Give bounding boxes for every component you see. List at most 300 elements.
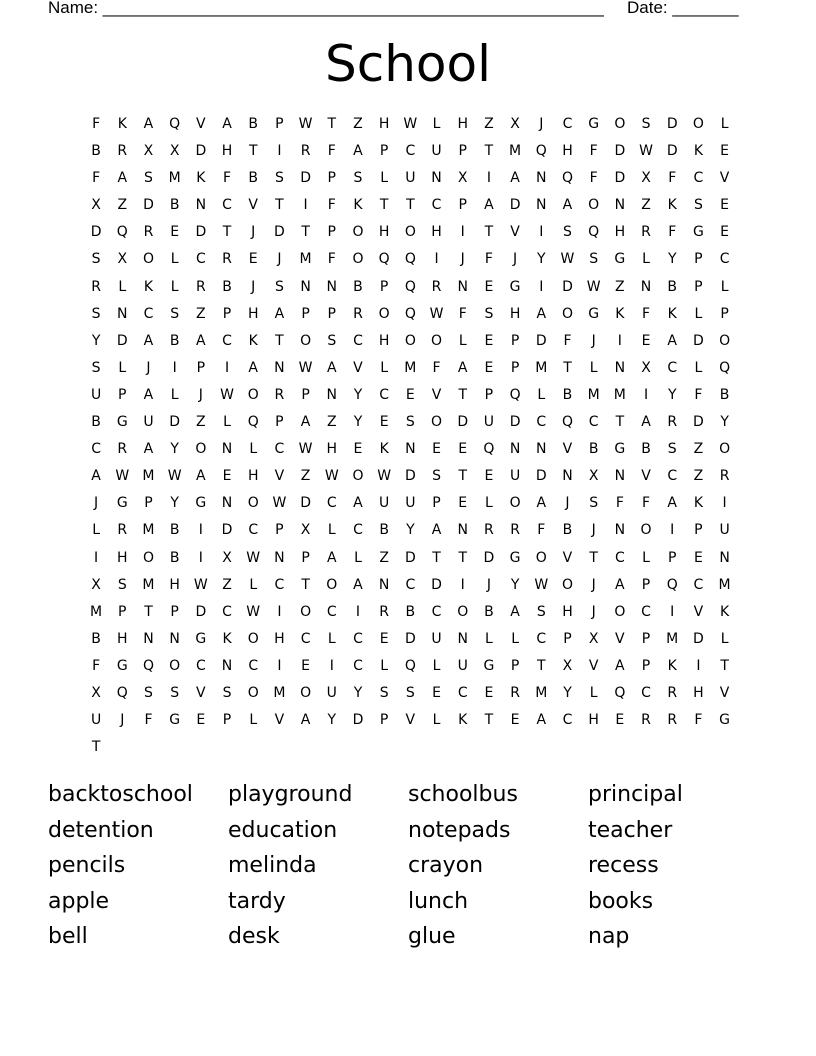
grid-letter: C [562,116,573,132]
grid-letter: W [298,441,313,458]
grid-letter: Q [561,414,573,431]
grid-letter: A [143,116,154,132]
grid-letter: T [275,197,284,214]
grid-letter: H [457,116,468,132]
grid-letter: N [457,522,468,539]
grid-letter: O [300,684,312,701]
grid-letter: A [326,359,337,376]
grid-letter: Y [327,712,337,729]
header [48,0,740,18]
grid-letter: K [143,278,154,295]
grid-letter: O [300,603,312,620]
grid-letter: M [142,522,155,539]
grid-letter: F [327,143,336,160]
grid-letter: E [693,549,703,566]
grid-letter: P [275,116,284,132]
grid-letter: Y [353,684,363,701]
grid-letter: E [615,712,625,729]
word-list-item: melinda [228,853,317,878]
grid-letter: I [617,332,622,349]
grid-letter: Q [666,576,678,593]
grid-letter: J [460,251,465,268]
grid-letter: Y [91,332,101,349]
grid-letter: M [90,603,103,620]
word-list-item: detention [48,817,154,843]
grid-letter: G [509,549,521,566]
name-field-label[interactable]: Name: _____________________________________________________ [48,0,604,17]
grid-letter: B [169,197,180,214]
grid-letter: W [534,576,549,593]
grid-letter: C [248,657,259,674]
grid-letter: T [720,657,729,674]
grid-letter: M [535,684,548,701]
grid-letter: N [326,278,338,295]
grid-letter: C [353,657,363,674]
grid-letter: O [404,332,416,349]
grid-letter: F [144,712,153,729]
grid-letter: B [91,630,101,647]
grid-letter: D [693,414,704,431]
grid-letter: S [144,684,153,701]
grid-letter: L [92,522,100,539]
grid-letter: W [272,495,287,512]
grid-letter: N [457,278,468,295]
grid-letter: D [352,712,364,729]
grid-letter: C [588,414,599,431]
grid-letter: G [614,441,626,458]
grid-letter: Y [353,414,363,431]
grid-letter: Y [406,522,415,539]
grid-letter: N [143,630,154,647]
grid-letter: Y [667,386,677,403]
grid-letter: J [591,603,596,620]
grid-letter: D [143,197,154,214]
grid-letter: J [513,251,518,268]
grid-letter: B [484,603,494,620]
grid-letter: P [641,657,651,674]
grid-letter: P [222,712,232,729]
grid-letter: P [170,603,179,620]
grid-letter: P [641,576,651,593]
grid-letter: W [167,468,182,485]
grid-letter: P [379,143,389,160]
grid-letter: S [91,251,101,268]
grid-letter: T [484,224,494,241]
grid-letter: L [223,414,231,431]
grid-letter: X [91,576,101,593]
grid-letter: U [326,684,337,701]
grid-letter: A [353,495,363,512]
grid-letter: F [327,251,336,268]
grid-letter: L [432,116,441,132]
grid-letter: C [222,197,232,214]
grid-letter: V [405,712,416,729]
grid-letter: L [432,657,441,674]
grid-letter: P [379,712,389,729]
grid-letter: B [169,549,180,566]
grid-letter: H [509,305,521,322]
grid-letter: D [169,414,181,431]
grid-letter: Q [614,684,626,701]
grid-letter: O [247,386,259,403]
grid-letter: N [378,576,390,593]
grid-letter: X [457,170,468,187]
grid-letter: D [562,278,573,295]
grid-letter: O [169,657,181,674]
grid-letter: K [667,657,677,674]
grid-letter: N [274,359,285,376]
grid-letter: C [274,576,285,593]
grid-letter: E [196,712,206,729]
grid-letter: R [117,143,128,160]
grid-letter: L [249,712,258,729]
grid-letter: L [327,522,336,539]
grid-letter: L [380,359,389,376]
grid-letter: J [591,576,596,593]
grid-letter: P [196,359,206,376]
grid-letter: L [511,630,519,647]
grid-letter: L [589,684,598,701]
grid-letter: D [666,143,678,160]
grid-letter: V [510,224,520,241]
grid-letter: H [169,576,180,593]
grid-letter: L [432,712,441,729]
grid-letter: J [251,278,256,295]
grid-letter: Y [170,441,179,458]
grid-letter: P [327,305,336,322]
grid-letter: I [539,224,544,241]
grid-letter: L [327,630,336,647]
grid-letter: L [720,116,729,132]
grid-letter: S [170,684,180,701]
grid-letter: C [536,414,547,431]
grid-letter: M [273,684,286,701]
grid-letter: C [667,468,678,485]
grid-letter: I [643,386,649,403]
grid-letter: L [694,305,703,322]
grid-letter: P [222,305,232,322]
grid-letter: C [641,603,651,620]
grid-letter: R [117,441,128,458]
word-list-item: notepads [408,817,511,843]
grid-letter: B [248,170,259,187]
grid-letter: P [458,197,467,214]
grid-letter: E [248,251,258,268]
grid-letter: G [483,657,495,674]
grid-letter: T [275,332,284,349]
grid-letter: N [536,170,547,187]
grid-letter: W [115,468,130,485]
grid-letter: Q [142,657,154,674]
grid-letter: B [379,522,389,539]
grid-letter: O [195,441,207,458]
grid-letter: W [429,305,444,322]
grid-letter: Z [300,468,311,485]
grid-letter: V [588,657,599,674]
grid-letter: C [300,630,311,647]
grid-letter: S [353,170,363,187]
grid-letter: V [274,712,285,729]
grid-letter: F [668,224,677,241]
grid-letter: F [668,170,677,187]
grid-letter: E [510,712,520,729]
grid-letter: A [484,197,494,214]
grid-letter: G [169,712,181,729]
grid-letter: T [406,197,415,214]
grid-letter: O [561,305,573,322]
grid-letter: L [118,359,127,376]
grid-letter: I [539,278,544,295]
word-list-item: principal [588,782,683,807]
grid-letter: A [300,414,311,431]
grid-letter: U [405,170,416,187]
grid-letter: O [247,684,259,701]
grid-letter: A [143,386,154,403]
grid-letter: W [298,116,313,132]
grid-letter: D [457,414,469,431]
grid-letter: U [90,712,102,729]
date-field-label[interactable]: Date: _______ [627,0,739,17]
grid-letter: C [143,305,154,322]
grid-letter: H [274,630,285,647]
grid-letter: L [118,278,127,295]
grid-letter: B [719,386,730,403]
grid-letter: P [510,657,520,674]
grid-letter: Q [719,359,731,376]
grid-letter: U [431,143,442,160]
grid-letter: X [562,657,573,674]
grid-letter: F [223,170,232,187]
grid-letter: O [719,441,731,458]
grid-letter: R [91,278,101,295]
grid-letter: D [300,495,311,512]
grid-letter: N [562,468,573,485]
grid-letter: L [720,630,729,647]
grid-letter: W [298,359,313,376]
grid-letter: M [587,386,600,403]
grid-letter: O [561,576,573,593]
grid-letter: R [719,468,730,485]
grid-letter: M [666,630,679,647]
grid-letter: S [484,305,494,322]
grid-letter: T [458,549,467,566]
grid-letter: J [591,522,596,539]
grid-letter: R [431,278,442,295]
grid-letter: Z [641,197,651,214]
grid-letter: B [562,386,573,403]
grid-letter: V [196,116,206,132]
grid-letter: C [405,576,416,593]
grid-letter: C [405,143,416,160]
grid-letter: S [405,684,415,701]
grid-letter: D [431,576,442,593]
grid-letter: P [694,251,703,268]
grid-letter: Q [404,305,416,322]
grid-letter: T [458,386,467,403]
grid-letter: F [563,332,572,349]
grid-letter: S [667,441,677,458]
grid-letter: L [170,386,179,403]
grid-letter: W [560,251,575,268]
grid-letter: J [486,576,491,593]
grid-letter: I [198,522,203,539]
grid-letter: X [300,522,311,539]
grid-letter: D [693,630,704,647]
grid-letter: K [248,332,258,349]
grid-letter: O [692,116,704,132]
grid-letter: C [326,495,337,512]
grid-letter: A [562,197,573,214]
grid-letter: I [696,657,701,674]
grid-letter: P [144,495,153,512]
grid-letter: C [693,576,704,593]
grid-letter: J [277,251,282,268]
word-list-item: recess [588,853,659,878]
grid-letter: U [143,414,154,431]
grid-letter: J [146,359,151,376]
grid-letter: N [117,305,128,322]
grid-letter: A [510,603,520,620]
grid-letter: B [667,278,678,295]
grid-letter: M [509,143,522,160]
grid-letter: C [379,386,390,403]
grid-letter: A [536,712,547,729]
grid-letter: S [144,170,153,187]
grid-letter: C [248,522,259,539]
grid-letter: S [170,305,180,322]
grid-letter: D [614,170,626,187]
grid-letter: J [120,712,125,729]
grid-letter: S [589,495,599,512]
grid-letter: Z [353,116,363,132]
grid-letter: F [92,170,101,187]
grid-letter: A [196,332,206,349]
grid-letter: N [536,197,547,214]
grid-letter: Q [561,170,573,187]
grid-letter: C [353,522,363,539]
grid-letter: A [431,522,442,539]
grid-letter: W [246,549,261,566]
grid-letter: P [327,224,336,241]
grid-letter: P [641,630,651,647]
grid-letter: P [301,305,310,322]
grid-letter: O [300,332,312,349]
grid-letter: L [537,386,546,403]
grid-letter: A [143,441,154,458]
grid-letter: Z [326,414,337,431]
grid-letter: D [274,224,285,241]
grid-letter: X [510,116,520,132]
grid-letter: N [640,278,652,295]
grid-letter: L [485,630,493,647]
grid-letter: G [509,278,521,295]
grid-letter: B [222,278,232,295]
grid-letter: G [195,495,207,512]
word-list-item: bell [48,924,88,949]
grid-letter: L [380,170,389,187]
grid-letter: N [509,441,521,458]
grid-letter: S [563,224,572,241]
grid-letter: N [457,630,468,647]
grid-letter: I [224,359,230,376]
grid-letter: F [458,305,467,322]
grid-letter: H [117,549,128,566]
grid-letter: O [404,224,416,241]
page-title: School [325,35,491,93]
grid-letter: O [719,332,731,349]
grid-letter: M [168,170,181,187]
word-list-item: glue [408,924,456,949]
grid-letter: I [670,603,675,620]
grid-letter: K [222,630,232,647]
grid-letter: I [670,522,675,539]
grid-letter: S [693,197,703,214]
grid-letter: D [666,116,678,132]
grid-letter: F [694,386,703,403]
grid-letter: K [615,305,625,322]
grid-letter: R [510,522,520,539]
grid-letter: M [142,468,155,485]
grid-letter: Q [483,441,495,458]
grid-letter: G [692,224,704,241]
grid-letter: O [247,495,259,512]
grid-letter: V [562,549,573,566]
grid-letter: T [91,739,101,756]
grid-letter: K [667,197,677,214]
grid-letter: X [222,549,232,566]
grid-letter: W [377,468,392,485]
grid-letter: N [536,441,547,458]
grid-letter: B [91,414,101,431]
grid-letter: D [535,468,547,485]
grid-letter: P [275,522,284,539]
grid-letter: R [353,305,363,322]
grid-letter: I [277,143,282,160]
grid-letter: Q [116,224,128,241]
grid-letter: V [719,684,730,701]
word-list-item: tardy [228,888,286,914]
grid-letter: C [562,712,573,729]
grid-letter: S [117,576,127,593]
grid-letter: P [275,414,284,431]
grid-letter: I [303,197,308,214]
grid-letter: P [118,386,127,403]
grid-letter: R [117,522,128,539]
grid-letter: H [378,332,390,349]
grid-letter: P [327,170,336,187]
grid-letter: B [91,143,101,160]
grid-letter: A [615,657,625,674]
grid-letter: O [457,603,469,620]
grid-letter: D [404,630,416,647]
grid-letter: R [641,712,651,729]
grid-letter: D [300,170,311,187]
grid-letter: G [588,305,600,322]
grid-letter: L [249,441,258,458]
grid-letter: K [117,116,127,132]
grid-letter: T [484,143,494,160]
grid-letter: J [565,495,570,512]
grid-letter: A [353,576,363,593]
grid-letter: C [222,332,232,349]
grid-letter: J [251,224,256,241]
grid-letter: Y [353,386,363,403]
grid-letter: A [274,305,285,322]
grid-letter: R [143,224,154,241]
grid-letter: L [642,549,650,566]
grid-letter: R [222,251,232,268]
grid-letter: T [458,468,467,485]
